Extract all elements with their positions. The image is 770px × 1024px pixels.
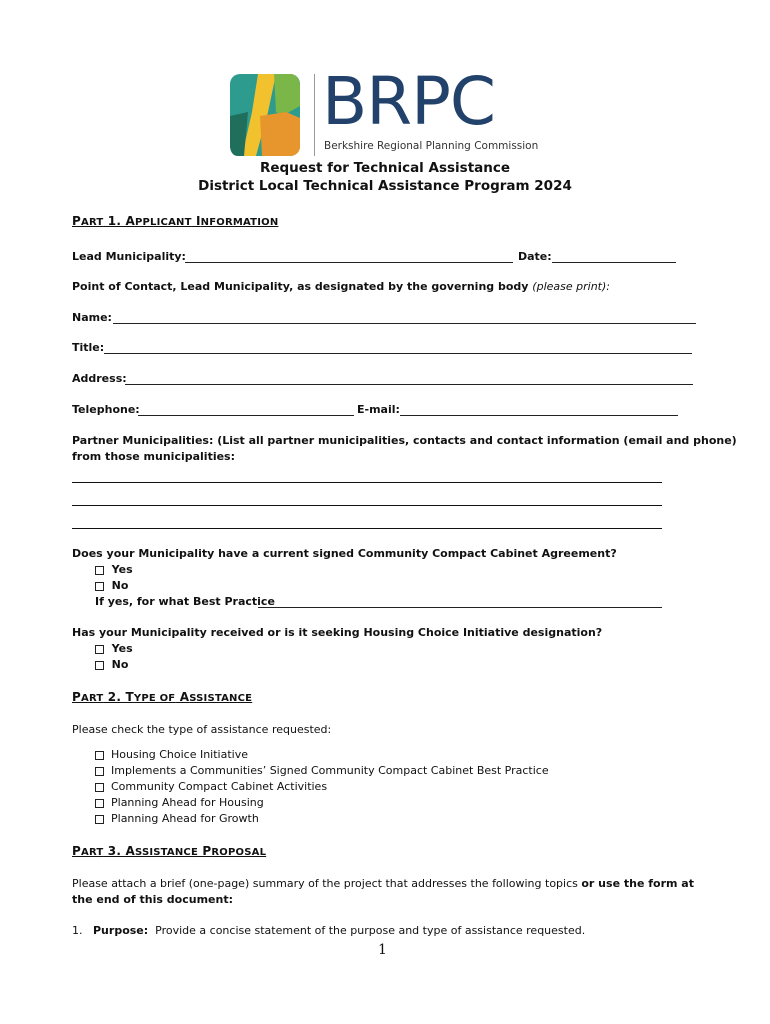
form-title-line2: District Local Technical Assistance Program 2024 [198,178,572,194]
name-label: Name: [72,311,112,324]
telephone-label: Telephone: [72,403,140,416]
logo-wordmark: BRPC [322,63,496,140]
logo-subtitle: Berkshire Regional Planning Commission [324,140,539,152]
assistance-option[interactable]: Planning Ahead for Growth [95,812,259,825]
partner-municipalities-label-2: from those municipalities: [72,450,236,463]
housing-no-option[interactable]: No [95,658,128,671]
email-label: E-mail: [357,403,400,416]
name-field[interactable] [113,323,696,324]
date-label: Date: [518,250,552,263]
address-field[interactable] [125,384,693,385]
compact-no-option[interactable]: No [95,579,128,592]
assistance-instruction: Please check the type of assistance requested: [72,723,332,736]
checkbox[interactable] [95,799,104,808]
checkbox[interactable] [95,767,104,776]
brpc-logo-mark [230,72,302,158]
checkbox[interactable] [95,751,104,760]
attach-instruction-2: the end of this document: [72,893,233,906]
checkbox[interactable] [95,815,104,824]
purpose-item: 1. Purpose: Provide a concise statement of the purpose and type of assistance requested. [72,924,586,937]
partner-line-2[interactable] [72,505,662,506]
checkbox[interactable] [95,661,104,670]
best-practice-field[interactable] [258,607,662,608]
form-title-line1: Request for Technical Assistance [259,160,511,176]
lead-municipality-label: Lead Municipality: [72,250,186,263]
assistance-option[interactable]: Implements a Communities’ Signed Community Compact Cabinet Best Practice [95,764,549,777]
lead-municipality-field[interactable] [185,262,513,263]
compact-yes-option[interactable]: Yes [95,563,133,576]
logo-divider [314,74,315,156]
compact-question: Does your Municipality have a current signed Community Compact Cabinet Agreement? [72,547,617,560]
partner-line-3[interactable] [72,528,662,529]
housing-yes-option[interactable]: Yes [95,642,133,655]
part3-heading: PART 3. ASSISTANCE PROPOSAL [72,844,267,858]
date-field[interactable] [552,262,676,263]
checkbox[interactable] [95,783,104,792]
part2-heading: PART 2. TYPE OF ASSISTANCE [72,690,253,704]
assistance-option[interactable]: Community Compact Cabinet Activities [95,780,327,793]
partner-municipalities-label: Partner Municipalities: (List all partner municipalities, contacts and contact information (email and phone) [72,434,737,447]
part1-heading: PART 1. APPLICANT INFORMATION [72,214,279,228]
address-label: Address: [72,372,127,385]
assistance-option[interactable]: Planning Ahead for Housing [95,796,264,809]
page-number: 1 [378,942,387,958]
point-of-contact-label: Point of Contact, Lead Municipality, as designated by the governing body (please print): [72,280,610,293]
title-label: Title: [72,341,105,354]
partner-line-1[interactable] [72,482,662,483]
telephone-field[interactable] [138,415,354,416]
checkbox[interactable] [95,566,104,575]
brpc-logo [230,63,550,158]
assistance-option[interactable]: Housing Choice Initiative [95,748,248,761]
housing-question: Has your Municipality received or is it seeking Housing Choice Initiative designation? [72,626,603,639]
title-field[interactable] [104,353,692,354]
checkbox[interactable] [95,582,104,591]
best-practice-label: If yes, for what Best Practice [95,595,275,608]
email-field[interactable] [400,415,678,416]
attach-instruction: Please attach a brief (one-page) summary of the project that addresses the following topics or use the form at [72,877,694,890]
checkbox[interactable] [95,645,104,654]
